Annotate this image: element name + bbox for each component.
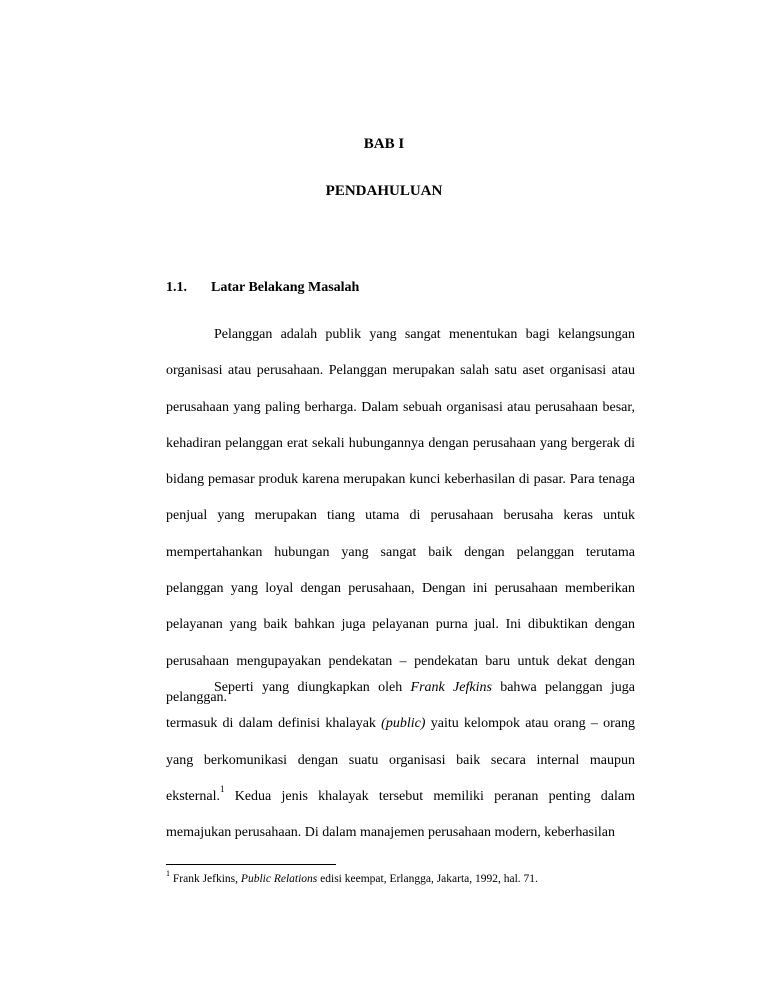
footnote-author: Frank Jefkins, <box>170 873 241 885</box>
paragraph-2-text-b: bahwa pelanggan juga termasuk di dalam definisi khalayak <box>166 680 635 732</box>
public-term-italic: (public) <box>381 716 426 732</box>
author-name-italic: Frank Jefkins <box>410 680 492 695</box>
footnote-details: edisi keempat, Erlangga, Jakarta, 1992, hal. 71. <box>317 873 538 885</box>
section-title: Latar Belakang Masalah <box>211 280 360 295</box>
section-heading <box>166 280 359 296</box>
section-number: 1.1. <box>166 280 187 295</box>
chapter-heading: BAB I <box>363 136 405 152</box>
paragraph-1 <box>166 317 635 716</box>
paragraph-1-text: Pelanggan adalah publik yang sangat menentukan bagi kelangsungan organisasi atau perusahaan. Pelanggan merupakan salah satu aset organisasi atau perusahaan yang paling berharga. Dalam sebuah organisasi atau perusahaan besar, kehadiran pelanggan erat sekali hubungannya dengan perusahaan yang bergerak di bidang pemasar produk karena merupakan kunci keberhasilan di pasar. Para tenaga penjual yang merupakan tiang utama di perusahaan berusaha keras untuk mempertahankan hubungan yang sangat baik dengan pelanggan terutama pelanggan yang loyal dengan perusahaan, Dengan ini perusahaan memberikan pelayanan yang baik bahkan juga pelayanan purna jual. Ini dibuktikan dengan perusahaan mengupayakan pendekatan – pendekatan baru untuk dekat dengan pelanggan. <box>166 327 635 705</box>
chapter-title: PENDAHULUAN <box>325 183 443 199</box>
paragraph-2-text-c: yaitu kelompok atau orang – orang yang berkomunikasi dengan suatu organisasi baik secara internal maupun eksternal. <box>166 716 635 804</box>
footnote-mark: 1 <box>166 869 170 879</box>
footnote-reference: 1 <box>220 784 225 795</box>
paragraph-2-text-a: Seperti yang diungkapkan oleh <box>214 680 411 695</box>
footnote-book-title: Public Relations <box>240 873 318 885</box>
footnote-divider <box>166 864 336 865</box>
paragraph-2-text-d: Kedua jenis khalayak tersebut memiliki peranan penting dalam memajukan perusahaan. Di dalam manajemen perusahaan modern, keberhasilan <box>166 788 635 841</box>
paragraph-2 <box>166 670 635 851</box>
footnote <box>166 871 635 887</box>
